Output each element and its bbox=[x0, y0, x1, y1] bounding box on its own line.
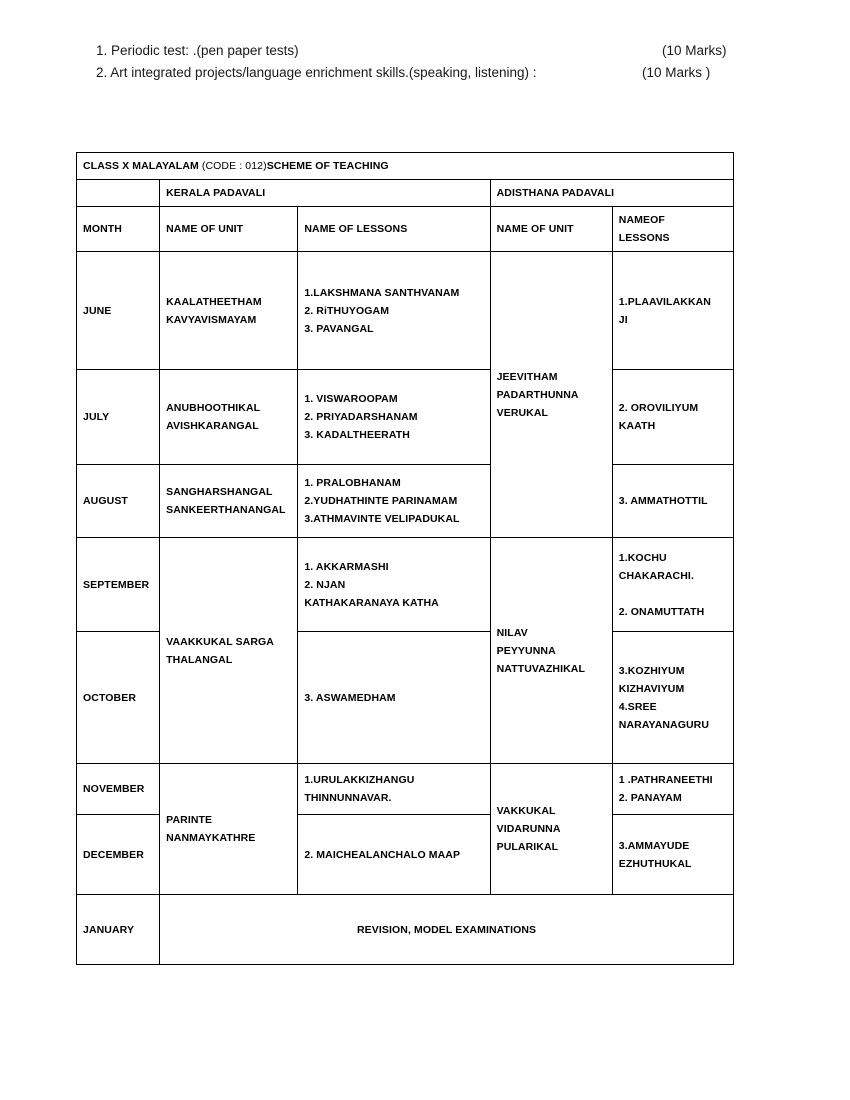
adisthana-lesson-october-2: KIZHAVIYUM bbox=[618, 682, 685, 695]
month-january: JANUARY bbox=[77, 895, 160, 965]
adisthana-lessons-october bbox=[612, 632, 733, 764]
kerala-unit-septoct-line-2: THALANGAL bbox=[166, 653, 233, 666]
month-october: OCTOBER bbox=[77, 632, 160, 764]
adisthana-unit-septoct-line-2: PEYYUNNA bbox=[496, 644, 556, 657]
kerala-lesson-july-1: 1. VISWAROOPAM bbox=[304, 393, 398, 405]
adisthana-lesson-june-2: JI bbox=[618, 313, 628, 326]
intro-line-1 bbox=[96, 40, 746, 62]
title-code: (CODE : 012) bbox=[201, 160, 267, 172]
january-revision-note: REVISION, MODEL EXAMINATIONS bbox=[160, 895, 734, 965]
month-august: AUGUST bbox=[77, 465, 160, 538]
month-november: NOVEMBER bbox=[77, 764, 160, 815]
kerala-unit-novdec-line-2: NANMAYKATHRE bbox=[166, 832, 256, 844]
band-kerala-padavali: KERALA PADAVALI bbox=[160, 180, 490, 207]
intro-line-1-text: 1. Periodic test: .(pen paper tests) bbox=[96, 43, 299, 58]
adisthana-unit-novdec-line-1: VAKKUKAL bbox=[496, 805, 556, 817]
kerala-unit-septoct-line-1: VAAKKUKAL SARGA bbox=[166, 635, 274, 648]
band-blank-cell bbox=[77, 180, 160, 207]
table-row-july bbox=[77, 370, 734, 465]
kerala-lessons-september bbox=[298, 538, 490, 632]
kerala-lesson-october-1: 3. ASWAMEDHAM bbox=[304, 691, 396, 704]
header-adisthana-lessons-line1 bbox=[619, 211, 727, 229]
adisthana-lesson-september-2: CHAKARACHI. bbox=[618, 569, 694, 582]
header-adisthana-unit: NAME OF UNIT bbox=[490, 207, 612, 252]
adisthana-lesson-september-3: 2. ONAMUTTATH bbox=[618, 605, 705, 618]
kerala-lesson-november-2: THINNUNNAVAR. bbox=[304, 792, 392, 804]
column-header-row bbox=[77, 207, 734, 252]
adisthana-unit-septoct-line-3: NATTUVAZHIKAL bbox=[496, 662, 586, 675]
adisthana-lessons-november bbox=[612, 764, 733, 815]
adisthana-unit-jun-jul-aug bbox=[490, 252, 612, 538]
kerala-lesson-july-2: 2. PRIYADARSHANAM bbox=[304, 411, 418, 423]
header-adisthana-lessons bbox=[612, 207, 733, 252]
kerala-unit-august-line-1: SANGHARSHANGAL bbox=[166, 486, 273, 498]
adisthana-unit-nov-dec bbox=[490, 764, 612, 895]
adisthana-lesson-november-2: 2. PANAYAM bbox=[618, 792, 682, 804]
adisthana-lesson-december-1: 3.AMMAYUDE bbox=[618, 839, 690, 852]
kerala-lessons-november bbox=[298, 764, 490, 815]
kerala-unit-july-line-1: ANUBHOOTHIKAL bbox=[166, 402, 261, 414]
kerala-lesson-september-3: KATHAKARANAYA KATHA bbox=[304, 596, 439, 609]
kerala-unit-august-line-2: SANKEERTHANANGAL bbox=[166, 504, 286, 516]
table-title bbox=[77, 153, 734, 180]
adisthana-unit-novdec-line-2: VIDARUNNA bbox=[496, 823, 561, 835]
adisthana-unit-jja-line-2: PADARTHUNNA bbox=[496, 388, 579, 401]
adisthana-lessons-august bbox=[612, 465, 733, 538]
kerala-lesson-june-3: 3. PAVANGAL bbox=[304, 322, 374, 335]
header-adisthana-lessons-line2: LESSONS bbox=[618, 232, 670, 244]
adisthana-lesson-june-1: 1.PLAAVILAKKAN bbox=[618, 295, 711, 308]
intro-line-2-text: 2. Art integrated projects/language enrichment skills.(speaking, listening) : bbox=[96, 65, 537, 80]
kerala-unit-sept-oct bbox=[160, 538, 298, 764]
kerala-lessons-december bbox=[298, 815, 490, 895]
adisthana-lesson-august-1: 3. AMMATHOTTIL bbox=[618, 495, 708, 507]
table-row-january bbox=[77, 895, 734, 965]
kerala-lesson-august-3: 3.ATHMAVINTE VELIPADUKAL bbox=[304, 513, 460, 525]
intro-line-2 bbox=[96, 62, 746, 84]
kerala-lessons-june bbox=[298, 252, 490, 370]
kerala-lesson-november-1: 1.URULAKKIZHANGU bbox=[304, 774, 415, 786]
adisthana-lessons-june bbox=[612, 252, 733, 370]
kerala-unit-june-line-2: KAVYAVISMAYAM bbox=[166, 313, 257, 326]
kerala-lesson-september-2: 2. NJAN bbox=[304, 578, 346, 591]
kerala-unit-july bbox=[160, 370, 298, 465]
adisthana-lessons-july bbox=[612, 370, 733, 465]
month-december: DECEMBER bbox=[77, 815, 160, 895]
month-june: JUNE bbox=[77, 252, 160, 370]
adisthana-unit-jja-line-1: JEEVITHAM bbox=[496, 370, 558, 383]
book-band-row bbox=[77, 180, 734, 207]
band-adisthana-padavali: ADISTHANA PADAVALI bbox=[490, 180, 733, 207]
adisthana-lessons-september bbox=[612, 538, 733, 632]
intro-line-2-marks: (10 Marks ) bbox=[642, 65, 711, 80]
kerala-unit-june bbox=[160, 252, 298, 370]
header-month: MONTH bbox=[77, 207, 160, 252]
kerala-unit-august bbox=[160, 465, 298, 538]
kerala-unit-novdec-line-1: PARINTE bbox=[166, 814, 213, 826]
adisthana-unit-septoct-line-1: NILAV bbox=[496, 626, 528, 639]
adisthana-lesson-july-1: 2. OROVILIYUM bbox=[618, 402, 699, 414]
table-row-september bbox=[77, 538, 734, 632]
table-title-row bbox=[77, 153, 734, 180]
adisthana-unit-novdec-line-3: PULARIKAL bbox=[496, 841, 559, 853]
kerala-lesson-september-1: 1. AKKARMASHI bbox=[304, 560, 389, 573]
month-july: JULY bbox=[77, 370, 160, 465]
adisthana-unit-sept-oct bbox=[490, 538, 612, 764]
adisthana-lesson-october-4: NARAYANAGURU bbox=[618, 718, 710, 731]
adisthana-lesson-october-1: 3.KOZHIYUM bbox=[618, 664, 685, 677]
adisthana-lesson-july-2: KAATH bbox=[618, 420, 656, 432]
adisthana-lessons-september-gap bbox=[619, 585, 727, 603]
table-row-november bbox=[77, 764, 734, 815]
intro-line-1-marks: (10 Marks) bbox=[662, 43, 727, 58]
table-row-august bbox=[77, 465, 734, 538]
header-kerala-lessons: NAME OF LESSONS bbox=[298, 207, 490, 252]
title-scheme-label: SCHEME OF TEACHING bbox=[266, 160, 389, 172]
header-adisthana-lessons-name: NAME bbox=[618, 214, 651, 226]
month-september: SEPTEMBER bbox=[77, 538, 160, 632]
kerala-unit-june-line-1: KAALATHEETHAM bbox=[166, 295, 262, 308]
kerala-lesson-august-1: 1. PRALOBHANAM bbox=[304, 477, 401, 489]
scheme-of-teaching-sheet bbox=[76, 152, 734, 965]
kerala-lessons-july bbox=[298, 370, 490, 465]
kerala-unit-nov-dec bbox=[160, 764, 298, 895]
kerala-lessons-august bbox=[298, 465, 490, 538]
scheme-table bbox=[76, 152, 734, 965]
kerala-lesson-july-3: 3. KADALTHEERATH bbox=[304, 429, 410, 441]
adisthana-unit-jja-line-3: VERUKAL bbox=[496, 406, 549, 419]
kerala-lesson-june-2: 2. RiTHUYOGAM bbox=[304, 304, 390, 317]
adisthana-lessons-december bbox=[612, 815, 733, 895]
kerala-lesson-june-1: 1.LAKSHMANA SANTHVANAM bbox=[304, 286, 460, 299]
kerala-lessons-october bbox=[298, 632, 490, 764]
kerala-lesson-august-2: 2.YUDHATHINTE PARINAMAM bbox=[304, 495, 458, 507]
table-row-june bbox=[77, 252, 734, 370]
kerala-unit-july-line-2: AVISHKARANGAL bbox=[166, 420, 259, 432]
kerala-lesson-december-1: 2. MAICHEALANCHALO MAAP bbox=[304, 848, 461, 861]
adisthana-lesson-december-2: EZHUTHUKAL bbox=[618, 857, 692, 870]
adisthana-lesson-october-3: 4.SREE bbox=[618, 700, 657, 713]
header-adisthana-lessons-of: OF bbox=[650, 214, 665, 226]
header-kerala-unit: NAME OF UNIT bbox=[160, 207, 298, 252]
adisthana-lesson-november-1: 1 .PATHRANEETHI bbox=[618, 774, 713, 786]
title-class-label: CLASS X MALAYALAM bbox=[83, 160, 202, 172]
intro-notes bbox=[96, 40, 746, 84]
adisthana-lesson-september-1: 1.KOCHU bbox=[618, 551, 667, 564]
